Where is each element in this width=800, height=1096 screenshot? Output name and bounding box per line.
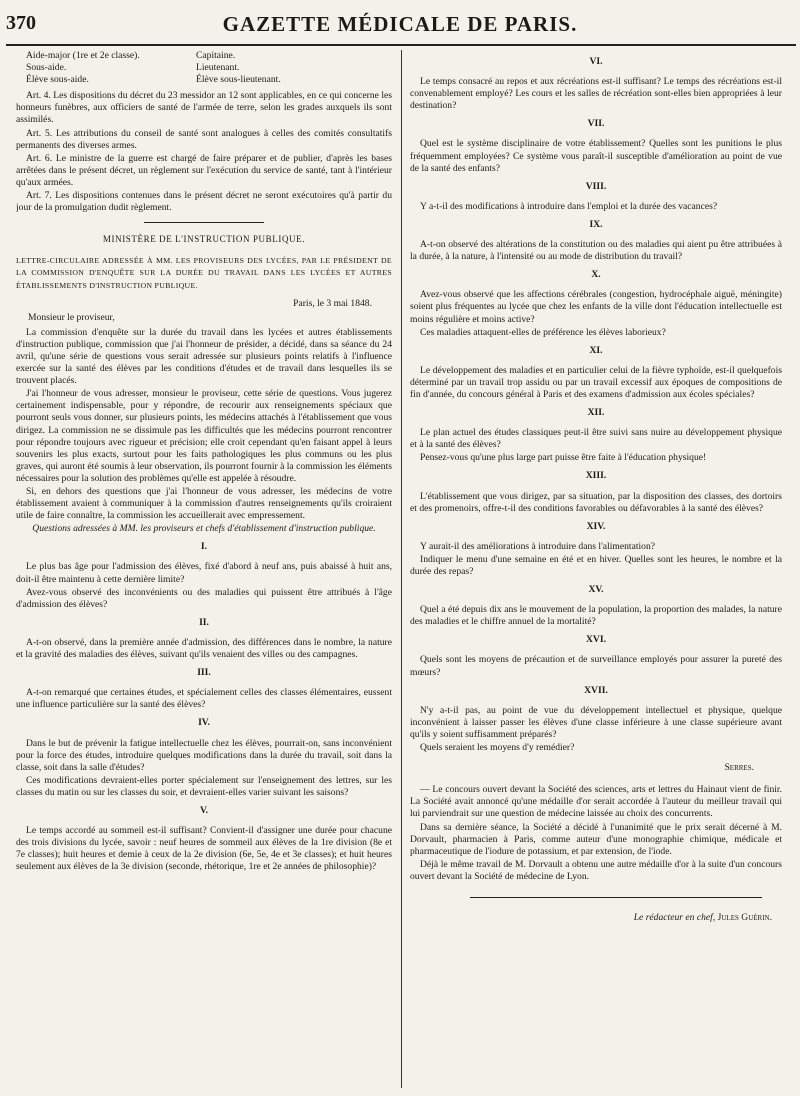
- question-paragraph: Ces maladies attaquent-elles de préférence les élèves laborieux?: [420, 326, 666, 338]
- question-number: II.: [199, 616, 209, 628]
- closing-rule: [470, 897, 762, 898]
- question-number: VII.: [587, 118, 605, 130]
- question-paragraph: Quels seraient les moyens d'y remédier?: [420, 742, 575, 754]
- article-paragraph: Art. 7. Les dispositions contenues dans le présent décret ne seront exécutoires qu'à partir du jour de la promulgation dudit règlement.: [16, 190, 392, 214]
- question-paragraph: Indiquer le menu d'une semaine en été et en hiver. Quelles sont les heures, le nombre et la durée des repas?: [410, 553, 782, 577]
- question-number: VIII.: [585, 180, 607, 192]
- question-paragraph: A-t-on observé des altérations de la constitution ou des maladies qui aient pu être attribuées à la durée, à la nature, à l'intensité ou au mode de distribution du travail?: [410, 239, 782, 263]
- page-number: 370: [6, 12, 36, 34]
- question-paragraph: Quel a été depuis dix ans le mouvement de la population, la proportion des malades, la nature des maladies et le chiffre annuel de la mortalité?: [410, 604, 782, 628]
- question-paragraph: Le plan actuel des études classiques peut-il être suivi sans nuire au développement physique et à la santé des élèves?: [410, 427, 782, 451]
- question-paragraph: Le temps consacré au repos et aux récréations est-il suffisant? Le temps des récréations est-il convenablement employé? Les cours et les salles de récréation sont-elles bien appropriées à leur destination?: [410, 76, 782, 112]
- ministry-heading: MINISTÈRE DE L'INSTRUCTION PUBLIQUE.: [102, 234, 306, 245]
- circular-heading: LETTRE-CIRCULAIRE ADRESSÉE À MM. LES PROVISEURS DES LYCÉES, PAR LE PRÉSIDENT DE LA COMMISSION D'ENQUÊTE SUR LA DURÉE DU TRAVAIL DANS LES LYCÉES ET AUTRES ÉTABLISSEMENTS D'INSTRUCTION PUBLIQUE.: [16, 256, 392, 290]
- signature: Serres.: [724, 762, 754, 774]
- rank-row: Élève sous-aide. Élève sous-lieutenant.: [26, 74, 281, 86]
- rank-table: [26, 50, 392, 86]
- question-paragraph: Y aurait-il des améliorations à introduire dans l'alimentation?: [420, 540, 656, 552]
- column-divider: [401, 50, 402, 1088]
- questions-heading: Questions adressées à MM. les proviseurs et chefs d'établissement d'instruction publique.: [32, 523, 376, 535]
- section-divider: [144, 222, 264, 223]
- editor-signature: [410, 912, 772, 924]
- question-paragraph: Le développement des maladies et en particulier celui de la fièvre typhoïde, est-il quelquefois déterminé par un travail trop assidu ou par un travail excessif aux époques de compositions de fin d'année, du concours général à Paris et des examens d'admission aux écoles spéciales?: [410, 364, 782, 400]
- article-paragraph: Art. 5. Les attributions du conseil de santé sont analogues à celles des comités consultatifs permanents des diverses armes.: [16, 127, 392, 151]
- letter-date: Paris, le 3 mai 1848.: [293, 297, 372, 309]
- question-paragraph: A-t-on remarqué que certaines études, et spécialement celles des classes élémentaires, eussent une influence particulière sur la santé des élèves?: [16, 687, 392, 711]
- question-number: III.: [197, 667, 211, 679]
- letter-paragraph: Si, en dehors des questions que j'ai l'honneur de vous adresser, les médecins de votre établissement avaient à communiquer à la commission d'autres renseignements qu'ils croiraient utile de faire connaître, la commission les accueillerait avec empressement.: [16, 486, 392, 522]
- news-paragraph: Dans sa dernière séance, la Société a décidé à l'unanimité que le prix serait décerné à M. Dorvault, pharmacien à Paris, comme auteur d'une monographie chimique, médicale et pharmaceutique de l'iodure de potassium, et par extension, de l'iode.: [410, 821, 782, 857]
- question-paragraph: Ces modifications devraient-elles porter spécialement sur l'enseignement des lettres, sur les classes du matin ou sur les classes du soir, et devraient-elles varier suivant les saisons?: [16, 774, 392, 798]
- question-number: XIII.: [585, 470, 607, 482]
- question-number: IX.: [589, 218, 603, 230]
- right-column: [410, 50, 782, 1090]
- letter-salutation: Monsieur le proviseur,: [28, 311, 115, 323]
- question-paragraph: Dans le but de prévenir la fatigue intellectuelle chez les élèves, pourrait-on, sans inconvénient pour la force des études, introduire quelques modifications dans la durée du travail, soit dans la classe, soit dans la salle d'études?: [16, 737, 392, 773]
- question-paragraph: Le temps accordé au sommeil est-il suffisant? Convient-il d'assigner une durée pour chacune des trois divisions du lycée, savoir : neuf heures de sommeil aux élèves de la 1re division (8e et 7e classes); huit heures et demie à ceux de la 2e division (6e, 5e, 4e et 3e classes); et huit heures seulement aux élèves de la 3e division (seconde, rhétorique, 1re et 2e années de philosophie)?: [16, 825, 392, 873]
- masthead-title: GAZETTE MÉDICALE DE PARIS.: [222, 12, 578, 36]
- question-paragraph: Avez-vous observé que les affections cérébrales (congestion, hydrocéphale aiguë, méningite) soient plus fréquentes au lycée que chez les enfants de la ville dont l'éducation intellectuelle est moins régulière et moins active?: [410, 289, 782, 325]
- question-paragraph: N'y a-t-il pas, au point de vue du développement intellectuel et physique, quelque inconvénient à laisser passer les élèves d'une classe inférieure à une classe supérieure avant qu'ils y soient suffisamment préparés?: [410, 704, 782, 740]
- question-paragraph: L'établissement que vous dirigez, par sa situation, par la disposition des classes, des dortoirs et des promenoirs, offre-t-il des conditions favorables ou défavorables à la santé des élèves?: [410, 490, 782, 514]
- news-paragraph: Déjà le même travail de M. Dorvault a obtenu une autre médaille d'or à la suite d'un concours ouvert devant la Société de médecine de Lyon.: [410, 858, 782, 882]
- question-paragraph: Quels sont les moyens de précaution et de surveillance employés pour assurer la pureté des mœurs?: [410, 654, 782, 678]
- question-number: I.: [200, 541, 208, 553]
- header-rule: [6, 44, 796, 46]
- question-paragraph: Le plus bas âge pour l'admission des élèves, fixé d'abord à neuf ans, puis abaissé à huit ans, doit-il être maintenu à cette dernière limite?: [16, 561, 392, 585]
- article-paragraph: Art. 6. Le ministre de la guerre est chargé de faire préparer et de publier, d'après les bases arrêtées dans le présent décret, un règlement sur l'exécution du service de santé, tant à l'intérieur qu'aux armées.: [16, 152, 392, 188]
- letter-paragraph: La commission d'enquête sur la durée du travail dans les lycées et autres établissements d'instruction publique, commission que j'ai l'honneur de présider, a décidé, dans sa séance du 24 avril, qu'une série de questions vous serait adressée sur plusieurs points relatifs à l'influence exercée sur la santé des élèves par les conditions d'études et de travail dans lesquelles ils se trouvent placés.: [16, 326, 392, 387]
- left-column: [16, 50, 392, 1090]
- question-number: V.: [199, 804, 209, 816]
- question-paragraph: Quel est le système disciplinaire de votre établissement? Quelles sont les punitions le plus fréquemment employées? Ce système vous paraît-il susceptible d'amélioration au point de vue de la santé des enfants?: [410, 138, 782, 174]
- question-number: XIV.: [586, 520, 606, 532]
- question-number: XI.: [589, 344, 603, 356]
- question-paragraph: A-t-on observé, dans la première année d'admission, des différences dans le nombre, la nature et la gravité des maladies des élèves, suivant qu'ils venaient des villes ou des campagnes.: [16, 636, 392, 661]
- question-paragraph: Avez-vous observé des inconvénients ou des maladies qui puissent être attribués à l'âge d'admission des élèves?: [16, 586, 392, 610]
- letter-paragraph: J'ai l'honneur de vous adresser, monsieur le proviseur, cette série de questions. Vous jugerez certainement indispensable, pour y répondre, de recourir aux renseignements spéciaux que pourront seuls vous donner, sur plusieurs points, les médecins attachés à l'établissement que vous dirigez. La commission ne se dissimule pas les difficultés que les médecins pourront rencontrer pour répondre toujours avec rigueur et précision; elle croit cependant qu'en faisant appel à leurs souvenirs les plus exacts, surtout pour les faits pathologiques les plus communs ou les plus graves, qui auront été soumis à leur observation, ils pourront fournir à la commission les éléments nécessaires pour la solution des problèmes qu'elle est appelée à résoudre.: [16, 388, 392, 484]
- question-number: XV.: [588, 584, 604, 596]
- editor-label: Le rédacteur en chef,: [633, 911, 716, 923]
- question-number: VI.: [589, 56, 603, 67]
- question-number: IV.: [198, 717, 210, 729]
- editor-name: Jules Guérin.: [717, 911, 772, 923]
- article-paragraph: Art. 4. Les dispositions du décret du 23 messidor an 12 sont applicables, en ce qui concerne les honneurs funèbres, aux officiers de santé de l'armée de terre, selon les grades auxquels ils sont assimilés.: [16, 90, 392, 126]
- rank-row: Aide-major (1re et 2e classe). Capitaine.: [26, 50, 236, 61]
- question-number: XII.: [587, 407, 605, 419]
- question-number: X.: [591, 269, 601, 281]
- question-paragraph: Y a-t-il des modifications à introduire dans l'emploi et la durée des vacances?: [420, 200, 718, 212]
- rank-row: Sous-aide. Lieutenant.: [26, 62, 240, 74]
- question-number: XVI.: [586, 634, 606, 646]
- news-paragraph: — Le concours ouvert devant la Société des sciences, arts et lettres du Hainaut vient de finir. La Société avait annoncé qu'une médaille d'or serait accordée à l'auteur du meilleur travail qui lui parviendrait sur une question de médecine laissée au choix des concurrents.: [410, 784, 782, 820]
- page-header: [6, 12, 794, 42]
- question-number: XVII.: [584, 684, 608, 696]
- question-paragraph: Pensez-vous qu'une plus large part puisse être faite à l'éducation physique!: [420, 452, 707, 464]
